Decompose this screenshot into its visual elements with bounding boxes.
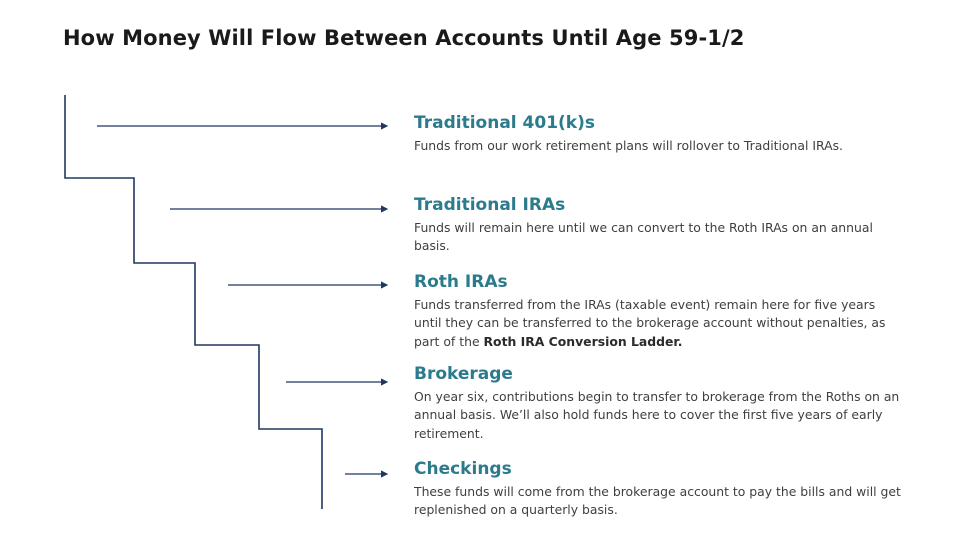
entry-brokerage [414,365,904,444]
entry-body-text: Funds transferred from the IRAs (taxable event) remain here for five years until they can be transferred to the brokerage account without penalties, as part of the [414,296,886,350]
entry-body: Funds will remain here until we can convert to the Roth IRAs on an annual basis. [414,219,873,254]
entry-heading: Brokerage [414,364,513,384]
entry-heading: Traditional 401(k)s [414,113,595,133]
entry-body: These funds will come from the brokerage account to pay the bills and will get replenished on a quarterly basis. [414,483,901,518]
entry-heading: Checkings [414,459,512,479]
entry-heading: Traditional IRAs [414,195,566,215]
entry-body-emphasis: Roth IRA Conversion Ladder. [483,334,683,350]
page-title: How Money Will Flow Between Accounts Until Age 59-1/2 [63,26,745,50]
entry-traditional-iras [414,196,904,256]
staircase-path [65,95,322,509]
entry-body: On year six, contributions begin to transfer to brokerage from the Roths on an annual basis. We’ll also hold funds here to cover the first five years of early retirement. [414,388,900,442]
entry-body [414,296,904,353]
entry-heading: Roth IRAs [414,272,508,292]
entry-roth-iras [414,273,904,352]
entry-traditional-401ks [414,114,904,155]
entry-body: Funds from our work retirement plans will rollover to Traditional IRAs. [414,137,843,153]
entry-checkings [414,460,904,520]
